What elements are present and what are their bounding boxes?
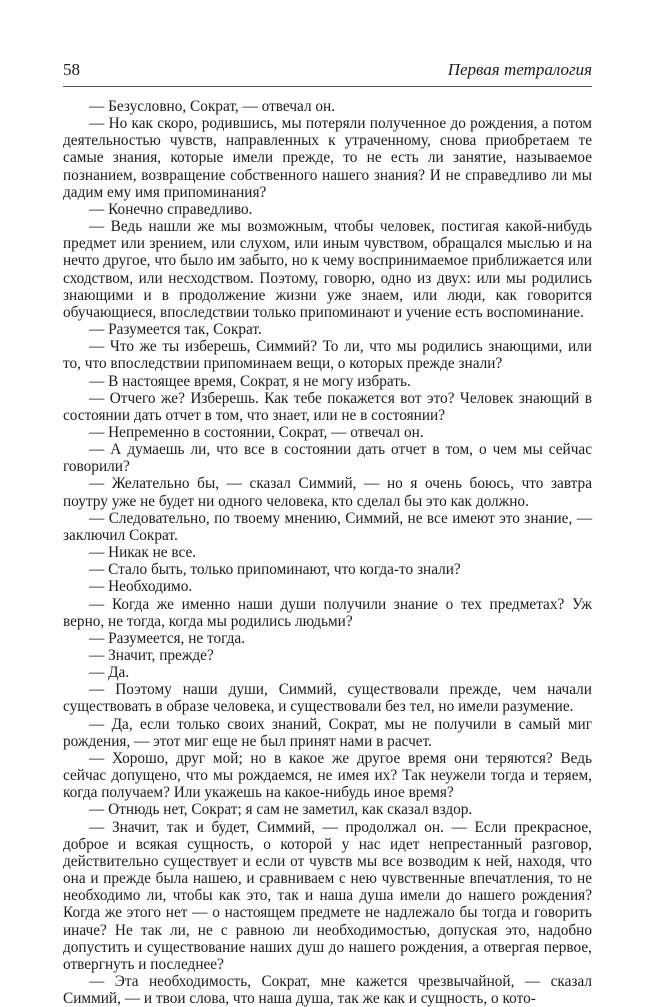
paragraph: — Хорошо, друг мой; но в какое же другое время они теряются? Ведь сейчас допущено, что мы рождаемся, не имея их? Так неужели тогда и теряем, когда получаем? Или укажешь на какое-нибудь иное время?: [63, 749, 592, 802]
paragraph: — Поэтому наши души, Симмий, существовали прежде, чем начали существовать в образе человека, и существовали без тел, но имели разумение.: [63, 681, 592, 716]
paragraph: — Значит, так и будет, Симмий, — продолжал он. — Если прекрасное, доброе и всякая сущность, о которой у нас идет непрестанный разговор, действительно существует и если от чувств мы все возводим к ней, находя, что она и прежде была нашею, и сравниваем с нею чувственные впечатления, то не необходимо ли, чтобы как это, так и наша душа имели до нашего рождения? Когда же этого нет — о настоящем предмете не надлежало бы тогда и говорить иначе? Не так ли, не с равною ли необходимостью, допуская это, надобно допустить и существование наших душ до нашего рождения, а отвергая первое, отвергнуть и последнее?: [63, 818, 592, 973]
running-header: [63, 60, 592, 87]
paragraph: — Безусловно, Сократ, — отвечал он.: [89, 98, 336, 115]
paragraph: — Конечно справедливо.: [89, 200, 253, 218]
paragraph: — Отнюдь нет, Сократ; я сам не заметил, как сказал вздор.: [89, 801, 473, 819]
paragraph: — Необходимо.: [89, 578, 193, 596]
page-body: [63, 98, 592, 1007]
paragraph: — Непременно в состоянии, Сократ, — отвечал он.: [89, 423, 424, 441]
paragraph: — Что же ты изберешь, Симмий? То ли, что мы родились знающими, или то, что впоследствии припоминаем вещи, о которых прежде знали?: [63, 338, 592, 373]
paragraph: — Никак не все.: [89, 544, 197, 562]
paragraph: — Отчего же? Изберешь. Как тебе покажется вот это? Человек знающий в состоянии дать отчет в том, что знает, или не в состоянии?: [63, 389, 592, 424]
paragraph: — Да, если только своих знаний, Сократ, мы не получили в самый миг рождения, — этот миг еще не был принят нами в расчет.: [63, 715, 592, 750]
paragraph: — Значит, прежде?: [89, 647, 214, 664]
paragraph: — Разумеется так, Сократ.: [89, 321, 262, 339]
paragraph: — Эта необходимость, Сократ, мне кажется чрезвычайной, — сказал Симмий, — и твои слова, что наша душа, так же как и сущность, о кото-: [63, 972, 592, 1007]
paragraph: — В настоящее время, Сократ, я не могу избрать.: [89, 372, 411, 390]
paragraph: — Но как скоро, родившись, мы потеряли полученное до рождения, а потом деятельностью чувств, направленных к утраченному, снова приобретаем те самые знания, которые имели прежде, то не есть ли занятие, называемое познанием, возвращение собственного нашего знания? И не справедливо ли мы дадим ему имя припоминания?: [63, 115, 592, 201]
paragraph: — Да.: [89, 664, 130, 682]
paragraph: — Стало быть, только припоминают, что когда-то знали?: [89, 561, 461, 579]
paragraph: — А думаешь ли, что все в состоянии дать отчет в том, о чем мы сейчас говорили?: [63, 441, 592, 476]
paragraph: — Ведь нашли же мы возможным, чтобы человек, постигая какой-нибудь предмет или зрением, или слухом, или иным чувством, обращался мыслью и на нечто другое, что было им забыто, но к чему воспринимаемое приближается или сходством, или несходством. Поэтому, говорю, одно из двух: или мы родились знающими и в продолжение жизни уже знаем, или люди, как говорится обучающиеся, впоследствии только припоминают и учение есть воспоминание.: [63, 218, 592, 321]
paragraph: — Разумеется, не тогда.: [89, 629, 246, 647]
running-title: Первая тетралогия: [447, 60, 592, 79]
paragraph: — Когда же именно наши души получили знание о тех предметах? Уж верно, не тогда, когда мы родились людьми?: [63, 595, 592, 630]
page-number: 58: [63, 60, 80, 79]
paragraph: — Следовательно, по твоему мнению, Симмий, не все имеют это знание, — заключил Сократ.: [63, 509, 592, 544]
paragraph: — Желательно бы, — сказал Симмий, — но я очень боюсь, что завтра поутру уже не будет ни одного человека, кто сделал бы это как должно.: [63, 475, 592, 510]
